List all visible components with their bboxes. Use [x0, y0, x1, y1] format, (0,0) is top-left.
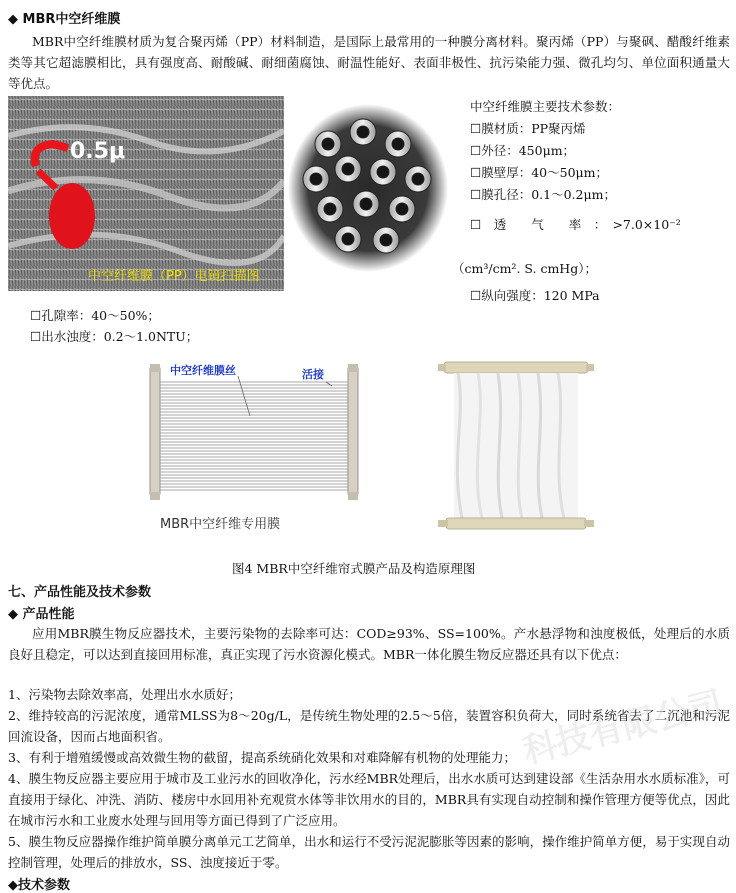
tech-params-heading: ◆技术参数: [8, 878, 70, 893]
performance-intro: 应用MBR膜生物反应器技术，主要污染物的去除率可达：COD≥93%、SS=100%。产水悬浮物和浊度极低，处理后的水质良好且稳定，可以达到直接回用标准，真正实现了污水资源化模式。MBR一体化膜生物反应器还具有以下优点：: [8, 626, 730, 662]
spec-strength: ☐纵向强度：120 MPa: [470, 288, 600, 303]
spec-outer-diameter: ☐外径：450μm；: [470, 143, 576, 158]
spec-pore-size: ☐膜孔径：0.1～0.2μm；: [470, 187, 616, 202]
watermark: 科技有限公司: [519, 683, 727, 772]
performance-item-2: 2、维持较高的污泥浓度，通常MLSS为8～20g/L，是传统生物处理的2.5～5倍，装置容积负荷大，同时系统省去了二沉池和污泥回流设备，因而占地面积省。: [8, 708, 730, 744]
performance-item-3: 3、有利于增殖缓慢或高效微生物的截留，提高系统硝化效果和对难降解有机物的处理能力；: [8, 750, 516, 765]
mbr-intro-paragraph: MBR中空纤维膜材质为复合聚丙烯（PP）材料制造，是国际上最常用的一种膜分离材料。聚丙烯（PP）与聚砜、醋酸纤维素类等其它超滤膜相比，具有强度高、耐酸碱、耐细菌腐蚀、耐温性能好、表面非极性、抗污染能力强、微孔均匀、单位面积通量大等优点。: [8, 34, 730, 91]
section-heading-mbr: ◆ MBR中空纤维膜: [8, 12, 121, 27]
spec-porosity: ☐孔隙率：40～50%；: [30, 308, 160, 323]
fiber-cross-section-image: [288, 104, 448, 272]
diagram-label-fiber: 中空纤维膜丝: [170, 364, 236, 377]
specs-title: 中空纤维膜主要技术参数：: [470, 99, 621, 114]
spec-material: ☐膜材质：PP聚丙烯: [470, 121, 586, 136]
sem-caption: 中空纤维膜（PP）电镜扫描图: [88, 269, 260, 284]
performance-item-4: 4、膜生物反应器主要应用于城市及工业污水的回收净化，污水经MBR处理后，出水水质可达到建设部《生活杂用水水质标准》，可直接用于绿化、冲洗、消防、楼房中水回用补充观赏水体等非饮用水的目的，MBR具有实现自动控制和操作管理方便等优点，因此在城市污水和工业废水处理与回用等方面已得到了广泛应用。: [8, 771, 730, 828]
spec-permeability-unit: （cm³/cm². S. cmHg）；: [452, 261, 597, 276]
diagram-label-joint: 活接: [302, 368, 324, 381]
performance-heading: ◆ 产品性能: [8, 607, 75, 622]
sem-scale-label: 0.5μ: [70, 139, 126, 164]
figure-caption: 图4 MBR中空纤维帘式膜产品及构造原理图: [232, 561, 476, 576]
performance-item-1: 1、污染物去除效率高，处理出水水质好；: [8, 687, 241, 702]
curtain-module-photo: [436, 358, 596, 536]
spec-wall-thickness: ☐膜壁厚：40～50μm；: [470, 165, 608, 180]
spec-turbidity: ☐出水浊度：0.2～1.0NTU；: [30, 329, 199, 344]
membrane-module-diagram: [146, 358, 370, 538]
section7-title: 七、产品性能及技术参数: [8, 585, 152, 600]
performance-item-5: 5、膜生物反应器操作维护简单膜分离单元工艺简单，出水和运行不受污泥泥膨胀等因素的影响，操作维护简单方便，易于实现自动控制管理，处理后的排放水，SS、浊度接近于零。: [8, 834, 730, 870]
diagram-label-bottom: MBR中空纤维专用膜: [160, 517, 281, 532]
spec-permeability: ☐ 透 气 率 ： >7.0×10⁻²: [470, 217, 681, 232]
sem-micrograph-image: [8, 96, 284, 291]
